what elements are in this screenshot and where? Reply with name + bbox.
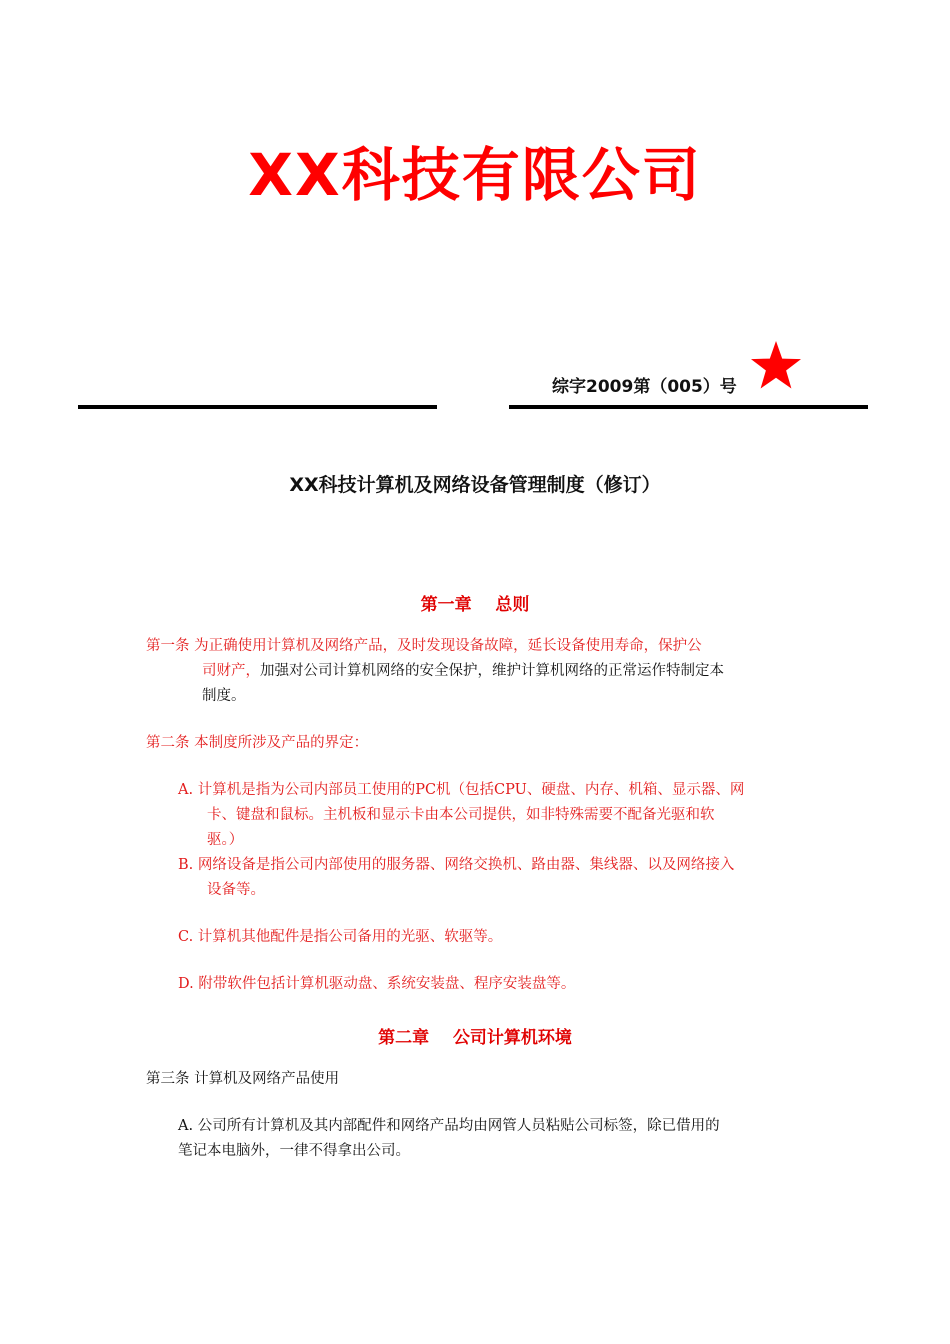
article2-itemA-line3: 驱。）: [207, 832, 244, 848]
article3-itemA-line2: 笔记本电脑外，一律不得拿出公司。: [178, 1143, 410, 1159]
article2-itemC: C. 计算机其他配件是指公司备用的光驱、软驱等。: [178, 929, 503, 945]
chapter2-title: 第二章 公司计算机环境: [378, 1028, 572, 1048]
company-name: XX科技有限公司: [248, 141, 702, 209]
document-title: XX科技计算机及网络设备管理制度（修订）: [289, 474, 661, 496]
article2-itemB-line1: B. 网络设备是指公司内部使用的服务器、网络交换机、路由器、集线器、以及网络接入: [178, 857, 735, 873]
document-number: 综字2009第（005）号: [552, 377, 737, 397]
article2-itemB-line2: 设备等。: [207, 882, 265, 898]
article2-itemA-line1: A. 计算机是指为公司内部员工使用的PC机（包括CPU、硬盘、内存、机箱、显示器、网: [178, 782, 745, 798]
article2-itemD: D. 附带软件包括计算机驱动盘、系统安装盘、程序安装盘等。: [178, 976, 576, 992]
article1-line2-red: 司财产，: [202, 663, 260, 679]
article2-itemA-line2: 卡、键盘和鼠标。主机板和显示卡由本公司提供，如非特殊需要不配备光驱和软: [207, 807, 715, 823]
article1-line3: 制度。: [202, 688, 246, 704]
article1-line2-black: 加强对公司计算机网络的安全保护，维护计算机网络的正常运作特制定本: [260, 663, 724, 679]
header-rule-right: [509, 405, 868, 409]
article2-label: 第二条 本制度所涉及产品的界定：: [146, 735, 369, 751]
article3-label: 第三条 计算机及网络产品使用: [146, 1071, 340, 1087]
header-rule-left: [78, 405, 437, 409]
article3-itemA-line1: A. 公司所有计算机及其内部配件和网络产品均由网管人员粘贴公司标签，除已借用的: [178, 1118, 720, 1134]
chapter1-title: 第一章 总则: [420, 595, 530, 615]
article1-line2: [202, 664, 724, 679]
article1-line1: 第一条 为正确使用计算机及网络产品，及时发现设备故障，延长设备使用寿命，保护公: [146, 638, 702, 654]
star-icon: [750, 339, 802, 391]
